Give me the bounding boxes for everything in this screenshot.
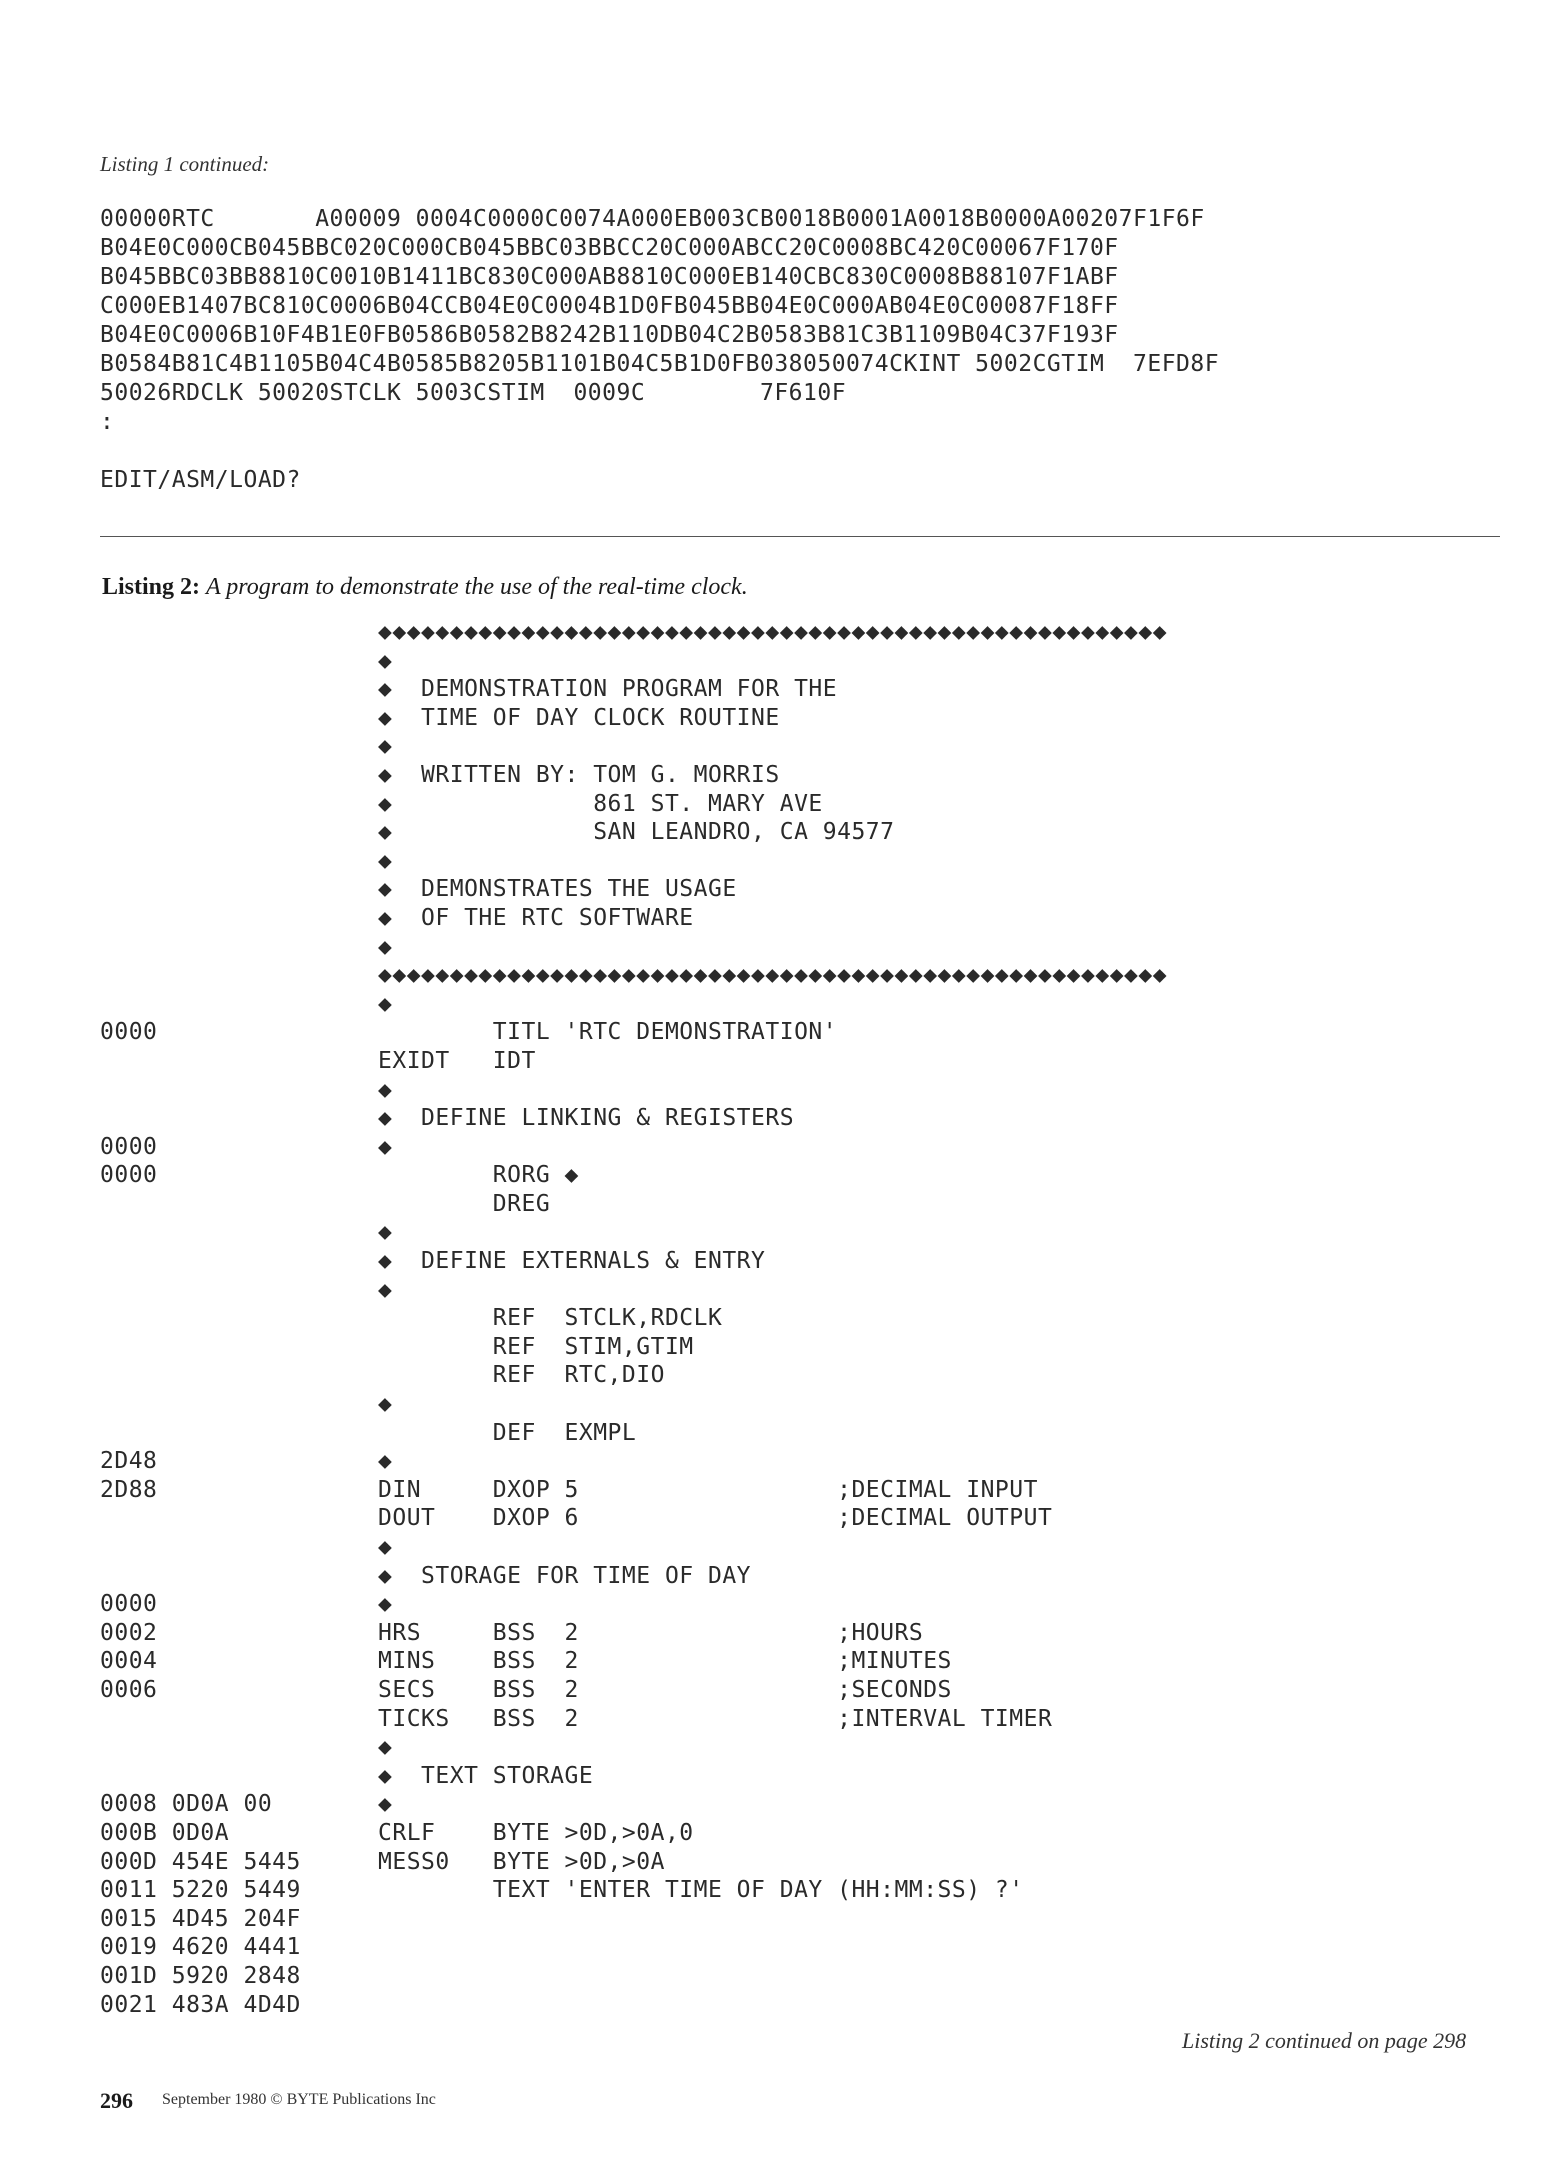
section-divider xyxy=(100,536,1500,537)
hex-dump-listing: 00000RTC A00009 0004C0000C0074A000EB003CB0018B0001A0018B0000A00207F1F6F B04E0C000CB045BBC020C000CB045BBC03BBCC20C000ABCC20C0008BC420C00067F170F B045BBC03BB8810C0010B1411BC830C000AB8810C000EB140CBC830C0008B88107F1ABF C000EB1407BC810C0006B04CCB04E0C0004B1D0FB045BB04E0C000AB04E0C00087F18FF B04E0C0006B10F4B1E0FB0586B0582B8242B110DB04C2B0583B81C3B1109B04C37F193F B0584B81C4B1105B04C4B0585B8205B1101B04C5B1D0FB038050074CKINT 5002CGTIM 7EFD8F 50026RDCLK 50020STCLK 5003CSTIM 0009C 7F610F : xyxy=(100,206,1220,435)
listing1-continued-label: Listing 1 continued: xyxy=(100,152,270,176)
edit-prompt: EDIT/ASM/LOAD? xyxy=(100,467,301,493)
address-column: 0000 0000 0000 2D48 2D88 0000 0002 0004 0006 0008 0D0A 00 000B 0D0A 000D 454E 5445 0011 5220 5449 0015 4D45 204F 0019 4620 4441 001D 5920 2848 0021 483A 4D4D xyxy=(100,1019,301,2018)
continued-footer-note: Listing 2 continued on page 298 xyxy=(1182,2028,1467,2053)
assembly-source: ◆◆◆◆◆◆◆◆◆◆◆◆◆◆◆◆◆◆◆◆◆◆◆◆◆◆◆◆◆◆◆◆◆◆◆◆◆◆◆◆◆◆◆◆◆◆◆◆◆◆◆◆◆◆◆ ◆ ◆ DEMONSTRATION PROGRAM FOR THE ◆ TIME OF DAY CLOCK ROUTINE ◆ ◆ WRITTEN BY: TOM G. MORRIS ◆ 861 ST. MARY AVE ◆ SAN LEANDRO, CA 94577 ◆ ◆ DEMONSTRATES THE USAGE ◆ OF THE RTC SOFTWARE ◆ ◆◆◆◆◆◆◆◆◆◆◆◆◆◆◆◆◆◆◆◆◆◆◆◆◆◆◆◆◆◆◆◆◆◆◆◆◆◆◆◆◆◆◆◆◆◆◆◆◆◆◆◆◆◆◆ ◆ TITL 'RTC DEMONSTRATION' EXIDT IDT ◆ ◆ DEFINE LINKING & REGISTERS ◆ RORG ◆ DREG ◆ ◆ DEFINE EXTERNALS & ENTRY ◆ REF STCLK,RDCLK REF STIM,GTIM REF RTC,DIO ◆ DEF EXMPL ◆ DIN DXOP 5 ;DECIMAL INPUT DOUT DXOP 6 ;DECIMAL OUTPUT ◆ ◆ STORAGE FOR TIME OF DAY ◆ HRS BSS 2 ;HOURS MINS BSS 2 ;MINUTES SECS BSS 2 ;SECONDS TICKS BSS 2 ;INTERVAL TIMER ◆ ◆ TEXT STORAGE ◆ CRLF BYTE >0D,>0A,0 MESS0 BYTE >0D,>0A TEXT 'ENTER TIME OF DAY (HH:MM:SS) ?' xyxy=(378,619,1168,1904)
listing2-label: Listing 2: xyxy=(102,574,201,600)
publication-info: September 1980 © BYTE Publications Inc xyxy=(162,2091,436,2108)
listing2-caption-text: A program to demonstrate the use of the real-time clock. xyxy=(206,574,748,600)
page-number: 296 xyxy=(100,2088,133,2113)
listing2-caption xyxy=(102,574,748,601)
